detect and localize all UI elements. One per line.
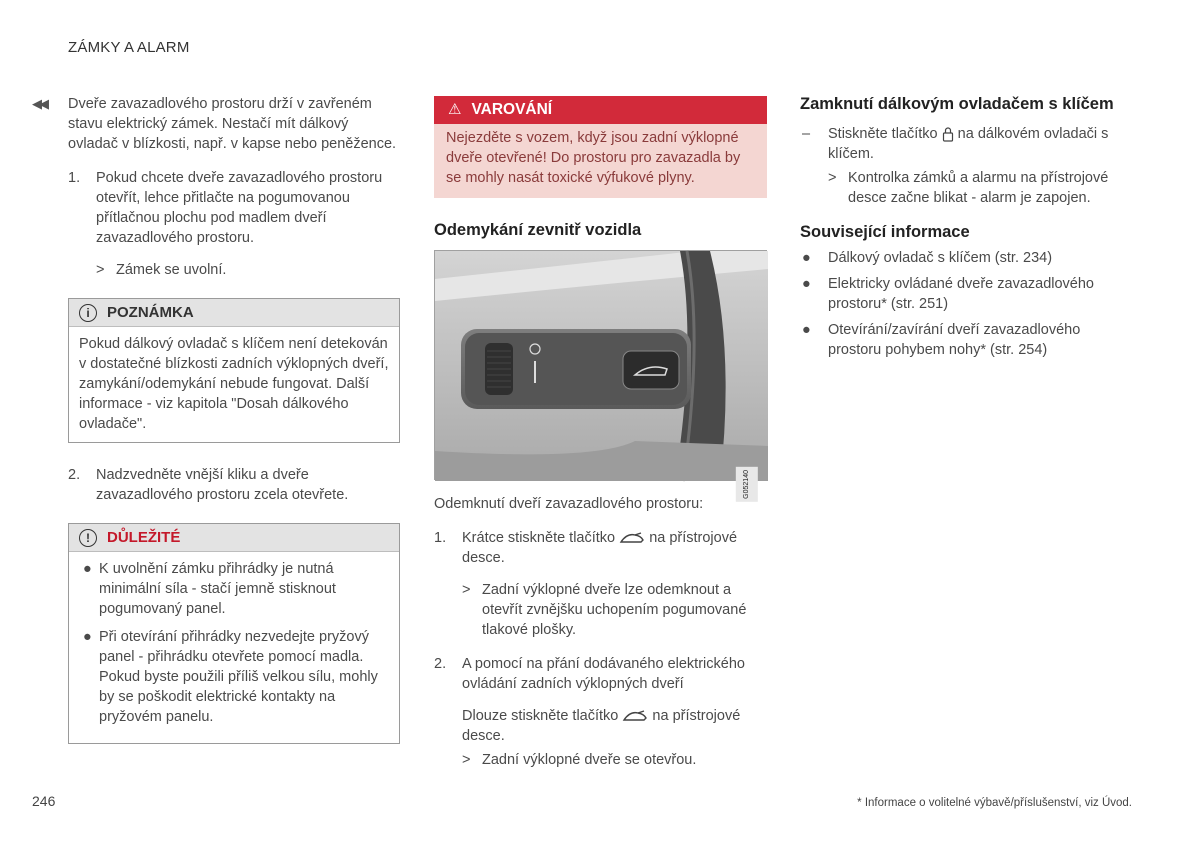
bullet-dot: ● [802, 250, 811, 266]
bullet-dot: ● [83, 561, 92, 577]
column-1 [68, 94, 400, 766]
step-text-post: na dálkovém ovladači s klíčem. [828, 126, 1109, 162]
warning-box [434, 96, 767, 198]
lock-step [800, 124, 1132, 164]
important-body [69, 552, 399, 743]
important-item [79, 627, 389, 727]
result-text: Zámek se uvolní. [116, 262, 227, 278]
related-item [800, 274, 1132, 314]
related-link[interactable]: Dálkový ovladač s klíčem (str. 234) [828, 250, 1053, 266]
step-number: 1. [434, 530, 447, 546]
step-text: Pokud chcete dveře zavazadlového prostoru otevřít, lehce přitlačte na pogumovanou přítlačnou plochu pod madlem dveří zavazadlového prostoru. [96, 170, 383, 246]
result-text: Kontrolka zámků a alarmu na přístrojové desce začne blikat - alarm je zapojen. [848, 170, 1109, 206]
related-item [800, 320, 1132, 360]
step-text-pre: Dlouze stiskněte tlačítko [462, 708, 619, 724]
dashboard-photo [434, 250, 767, 499]
result-arrow: > [828, 170, 837, 186]
page-header: ZÁMKY A ALARM [68, 39, 190, 56]
step-text-pre: Krátce stiskněte tlačítko [462, 530, 616, 546]
dash-marker: – [802, 126, 811, 142]
figure-caption: Odemknutí dveří zavazadlového prostoru: [434, 496, 704, 512]
step-text: Nadzvedněte vnější kliku a dveře zavazadlového prostoru zcela otevřete. [96, 467, 349, 503]
result-text: Zadní výklopné dveře lze odemknout a otevřít zvnějšku uchopením pogumované tlakové plošky. [482, 582, 747, 638]
step-number: 1. [68, 170, 81, 186]
related-heading: Související informace [800, 223, 970, 241]
step-1-result [462, 580, 767, 640]
intro-paragraph: Dveře zavazadlového prostoru drží v zavřeném stavu elektrický zámek. Nestačí mít dálkový ovladač v blízkosti, např. v kapse nebo peněžence. [68, 96, 397, 152]
step-2 [68, 465, 400, 505]
continuation-icon: ◀◀ [32, 96, 46, 111]
step-text-pre: Stiskněte tlačítko [828, 126, 938, 142]
note-header [69, 299, 399, 327]
related-item [800, 248, 1132, 268]
lock-icon [942, 126, 954, 142]
figure-code: G052140 [736, 467, 758, 502]
section-heading: Odemykání zevnitř vozidla [434, 221, 642, 239]
bullet-dot: ● [83, 629, 92, 645]
note-body: Pokud dálkový ovladač s klíčem není detekován v dostatečné blízkosti zadních výklopných dveří, zamykání/odemykání nebude fungovat. Další informace - viz kapitola "Dosah dálkového ovladače". [79, 336, 389, 432]
important-item-text: K uvolnění zámku přihrádky je nutná minimální síla - stačí jemně stisknout pogumovaný panel. [99, 561, 336, 617]
bullet-dot: ● [802, 276, 811, 292]
lock-result [828, 168, 1132, 208]
warning-header [434, 96, 767, 124]
note-title: POZNÁMKA [107, 303, 194, 321]
result-arrow: > [462, 582, 471, 598]
step-2-substep [462, 706, 767, 746]
important-title: DŮLEŽITÉ [107, 528, 181, 546]
step-1 [68, 168, 400, 248]
tailgate-icon [619, 531, 645, 545]
important-item [79, 559, 389, 619]
section-heading: Zamknutí dálkovým ovladačem s klíčem [800, 95, 1114, 113]
important-box [68, 523, 400, 744]
step-text-post: na přístrojové desce. [462, 708, 741, 744]
result-text: Zadní výklopné dveře se otevřou. [482, 752, 697, 768]
warning-body: Nejezděte s vozem, když jsou zadní výklopné dveře otevřené! Do prostoru pro zavazadla by se mohly nasát toxické výfukové plyny. [446, 130, 741, 186]
related-link[interactable]: Otevírání/zavírání dveří zavazadlového prostoru pohybem nohy* (str. 254) [828, 322, 1081, 358]
column-3 [800, 94, 1132, 366]
page-number: 246 [32, 793, 56, 809]
warning-triangle-icon: ⚠ [448, 101, 462, 118]
dashboard-illustration [435, 251, 768, 481]
info-icon: i [79, 304, 97, 322]
column-2 [434, 96, 767, 784]
step-2-result [462, 750, 767, 770]
exclamation-icon: ! [79, 529, 97, 547]
related-link[interactable]: Elektricky ovládané dveře zavazadlového prostoru* (str. 251) [828, 276, 1094, 312]
step-2 [434, 654, 767, 694]
important-item-text: Při otevírání přihrádky nezvedejte pryžový panel - přihrádku otevřete pomocí madla. Pokud byste použili příliš velkou sílu, mohly by se poškodit elektrické kontakty na pryžovém panelu. [99, 629, 378, 725]
note-box [68, 298, 400, 443]
step-number: 2. [434, 656, 447, 672]
result-arrow: > [96, 262, 105, 278]
tailgate-icon [622, 709, 648, 723]
step-text: A pomocí na přání dodávaného elektrického ovládání zadních výklopných dveří [462, 656, 745, 692]
important-header [69, 524, 399, 552]
warning-title: VAROVÁNÍ [471, 101, 553, 118]
bullet-dot: ● [802, 322, 811, 338]
step-number: 2. [68, 467, 81, 483]
step-1 [434, 528, 767, 568]
step-text-post: na přístrojové desce. [462, 530, 738, 566]
footnote: * Informace o volitelné výbavě/příslušenství, viz Úvod. [857, 797, 1132, 809]
result-arrow: > [462, 752, 471, 768]
step-1-result [96, 260, 400, 280]
